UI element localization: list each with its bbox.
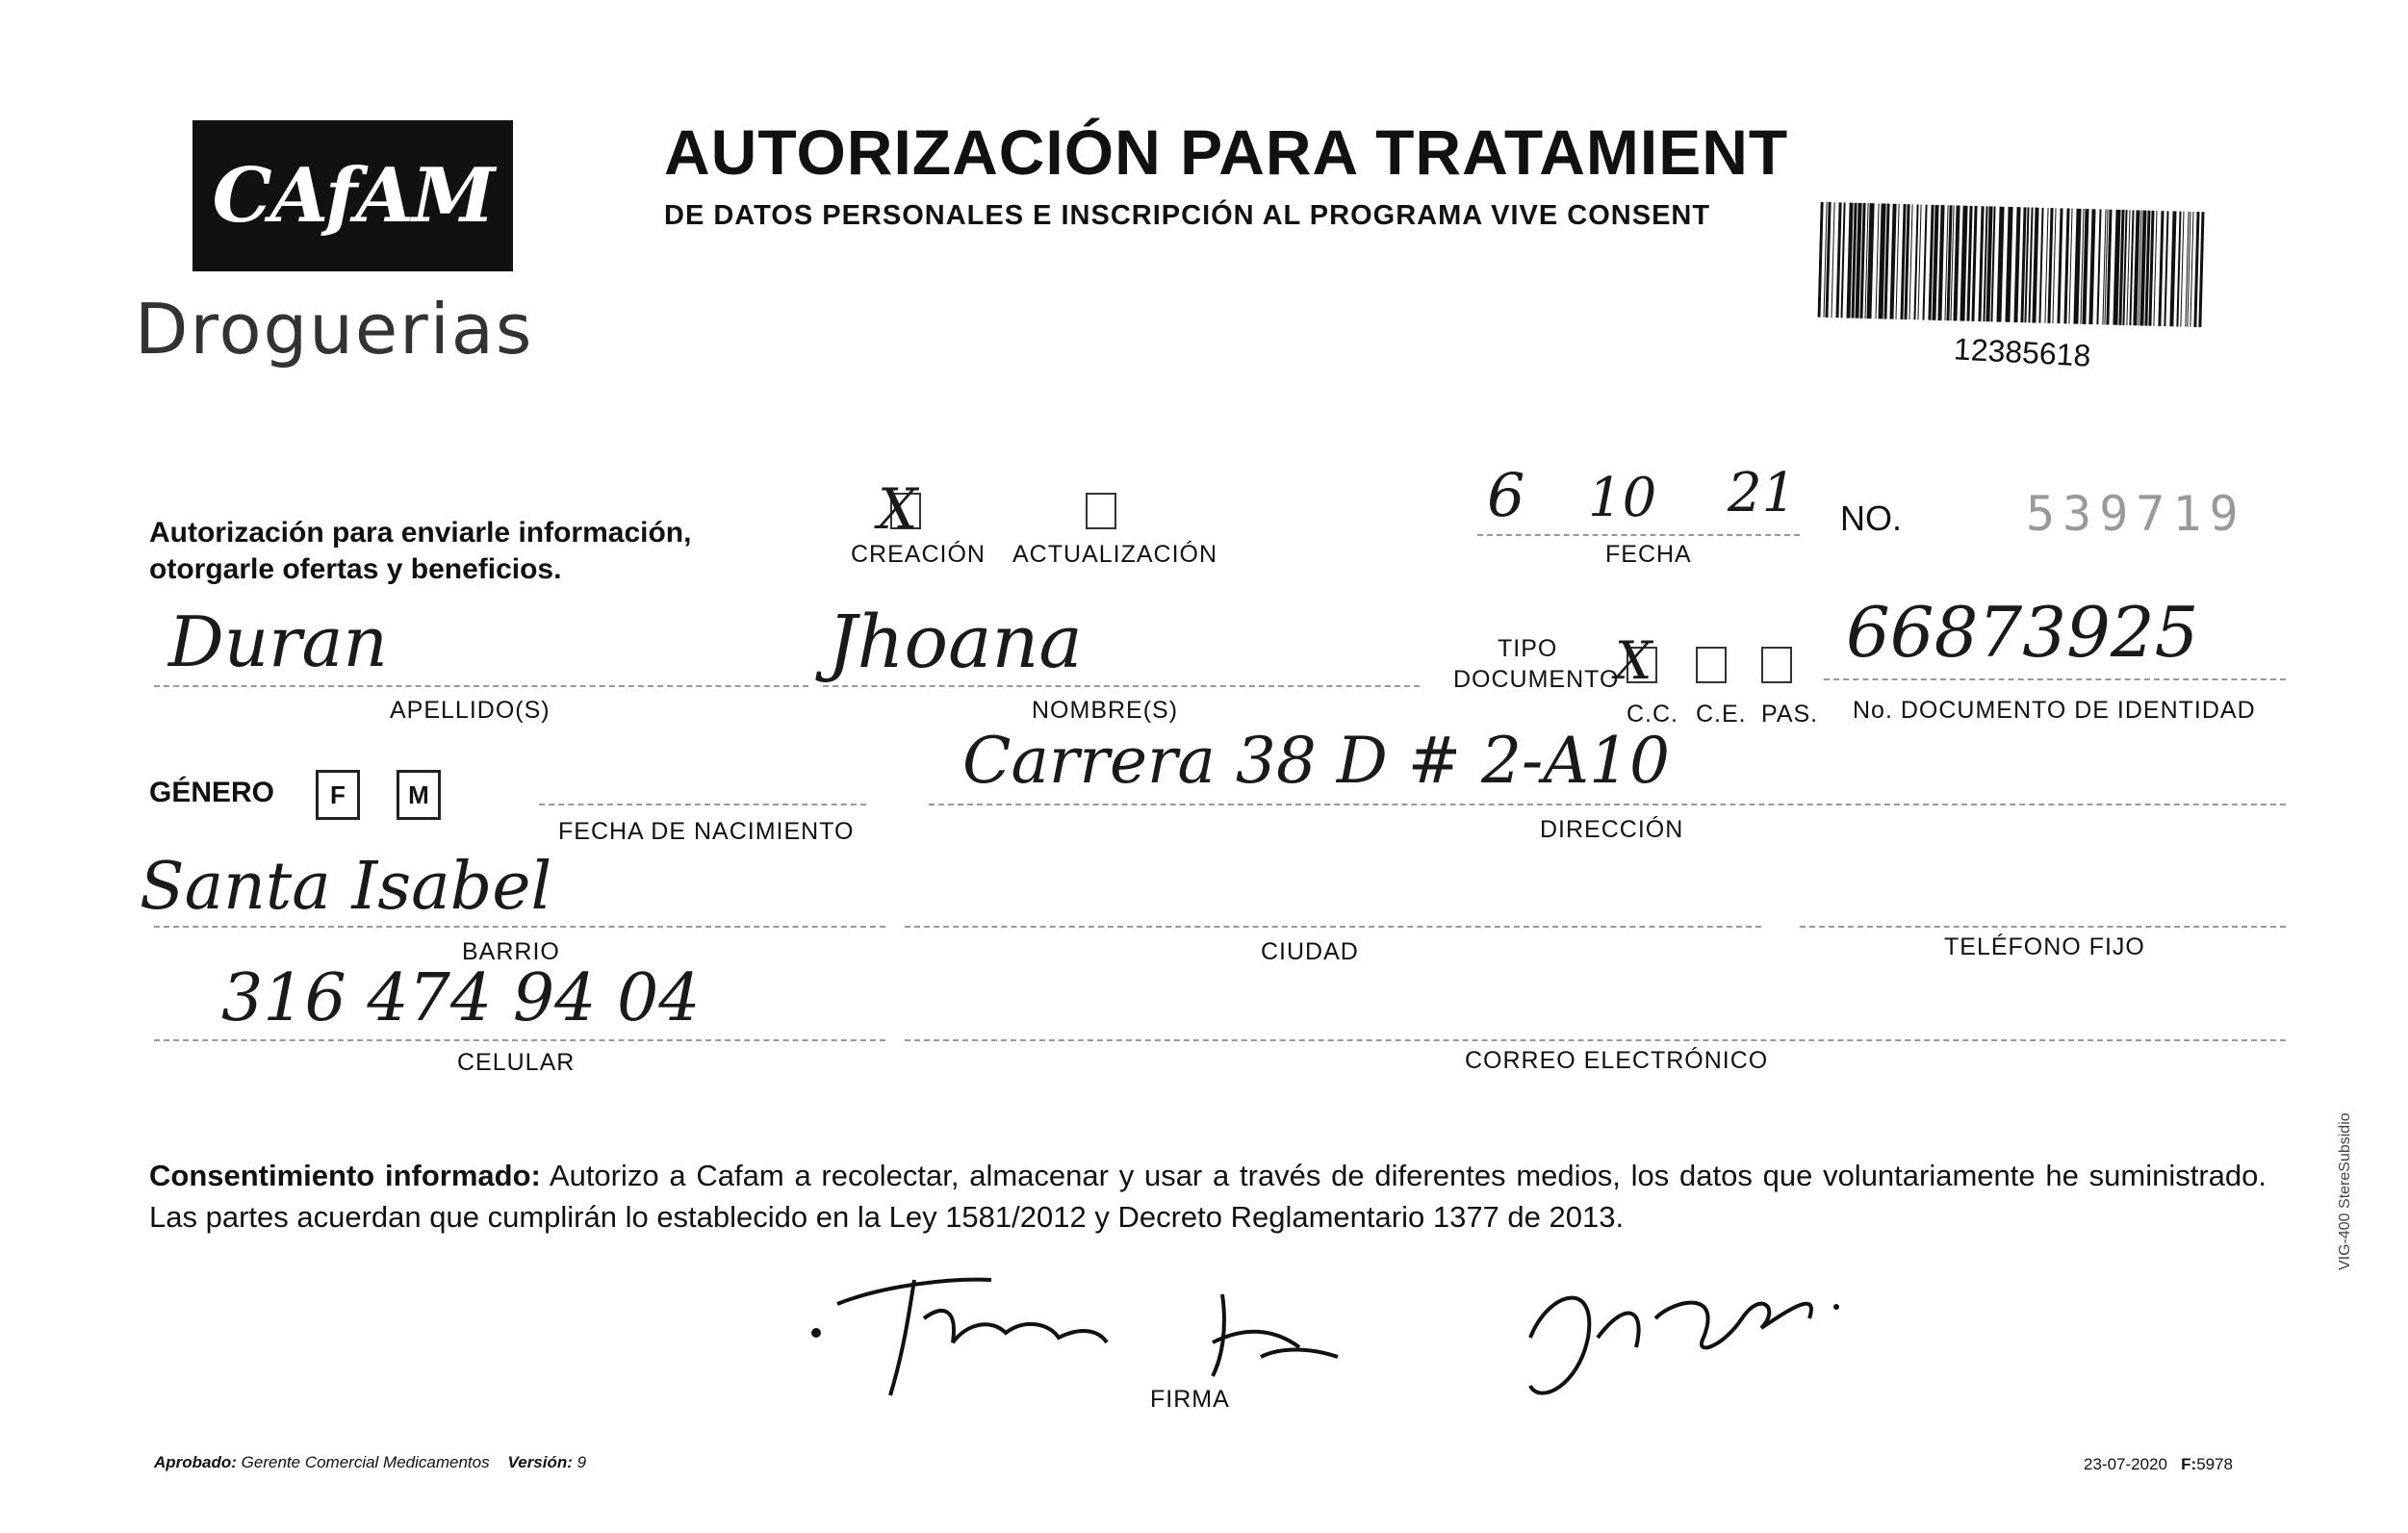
celular-line [154, 1039, 885, 1041]
form-number: 539719 [2026, 486, 2246, 542]
apellidos-line [154, 685, 808, 687]
genero-label: GÉNERO [149, 777, 275, 808]
nombres-label: NOMBRE(S) [1032, 697, 1179, 724]
tipo-documento-label-2: DOCUMENTO [1453, 666, 1620, 693]
correo-line [905, 1039, 2286, 1041]
pas-label: PAS. [1761, 701, 1819, 728]
cc-check-mark: X [1615, 630, 1652, 691]
cafam-logo: CAfAM [212, 152, 494, 240]
fecha-month: 10 [1588, 467, 1657, 529]
fecha-line [1477, 534, 1800, 536]
fecha-year: 21 [1728, 462, 1797, 524]
side-code: VIG-400 StereSubsidio [2337, 1112, 2353, 1270]
apellidos-value: Duran [168, 601, 388, 682]
ce-label: C.E. [1696, 701, 1747, 728]
ciudad-line [905, 926, 1761, 928]
actualizacion-label: ACTUALIZACIÓN [1012, 541, 1218, 568]
fecha-nacimiento-line [539, 804, 866, 805]
documento-value: 66873925 [1846, 592, 2199, 673]
version-label: Versión: [507, 1453, 573, 1471]
footer-code [2084, 1455, 2233, 1474]
apellidos-label: APELLIDO(S) [390, 697, 551, 724]
tipo-documento-label-1: TIPO [1498, 635, 1558, 662]
creacion-check-mark: X [878, 476, 918, 542]
document-title: AUTORIZACIÓN PARA TRATAMIENT [664, 116, 1789, 188]
direccion-value: Carrera 38 D # 2-A10 [962, 724, 1670, 798]
fecha-nacimiento-label: FECHA DE NACIMIENTO [558, 818, 855, 845]
aprobado-value: Gerente Comercial Medicamentos [241, 1453, 490, 1471]
creacion-label: CREACIÓN [851, 541, 986, 568]
documento-label: No. DOCUMENTO DE IDENTIDAD [1853, 697, 2256, 724]
f-label: F: [2181, 1455, 2197, 1473]
logo-subtext: Droguerias [135, 289, 534, 370]
telefono-label: TELÉFONO FIJO [1944, 933, 2145, 960]
telefono-line [1800, 926, 2286, 928]
barrio-line [154, 926, 885, 928]
f-value: 5978 [2196, 1455, 2234, 1473]
firma-label: FIRMA [1150, 1386, 1230, 1413]
nombres-line [823, 685, 1420, 687]
document-subtitle: DE DATOS PERSONALES E INSCRIPCIÓN AL PROGRAMA VIVE CONSENT [664, 200, 1711, 231]
celular-value: 316 474 94 04 [221, 960, 701, 1036]
footer-date: 23-07-2020 [2084, 1455, 2167, 1473]
genero-f-box[interactable]: F [316, 770, 360, 820]
pas-checkbox[interactable] [1761, 647, 1792, 683]
cc-label: C.C. [1627, 701, 1678, 728]
documento-line [1824, 678, 2286, 680]
ce-checkbox[interactable] [1696, 647, 1727, 683]
footer-approval [154, 1453, 586, 1472]
nombres-value: Jhoana [828, 599, 1083, 684]
celular-label: CELULAR [457, 1049, 576, 1076]
consent-title: Consentimiento informado: [149, 1159, 541, 1192]
genero-m-box[interactable]: M [397, 770, 441, 820]
barcode [1817, 202, 2210, 328]
barcode-number: 12385618 [1953, 331, 2092, 373]
barrio-value: Santa Isabel [140, 849, 552, 925]
authorization-text: Autorización para enviarle información, otorgarle ofertas y beneficios. [149, 517, 692, 585]
direccion-label: DIRECCIÓN [1540, 816, 1684, 843]
consent-paragraph [149, 1155, 2267, 1238]
signature [799, 1251, 1857, 1405]
consent-body: Autorizo a Cafam a recolectar, almacenar y usar a través de diferentes medios, los datos que voluntariamente he suministrado. Las partes acuerdan que cumplirán lo establecido en la Ley 1581/2012 y Decreto Reglamentario 1377 de 2013. [149, 1159, 2267, 1234]
fecha-label: FECHA [1605, 541, 1692, 568]
direccion-line [929, 804, 2286, 805]
no-label: NO. [1840, 498, 1903, 538]
correo-label: CORREO ELECTRÓNICO [1465, 1047, 1769, 1074]
barrio-label: BARRIO [462, 938, 560, 965]
aprobado-label: Aprobado: [154, 1453, 237, 1471]
ciudad-label: CIUDAD [1261, 938, 1359, 965]
fecha-day: 6 [1487, 460, 1525, 530]
actualizacion-checkbox[interactable] [1086, 493, 1116, 529]
version-value: 9 [576, 1453, 587, 1471]
